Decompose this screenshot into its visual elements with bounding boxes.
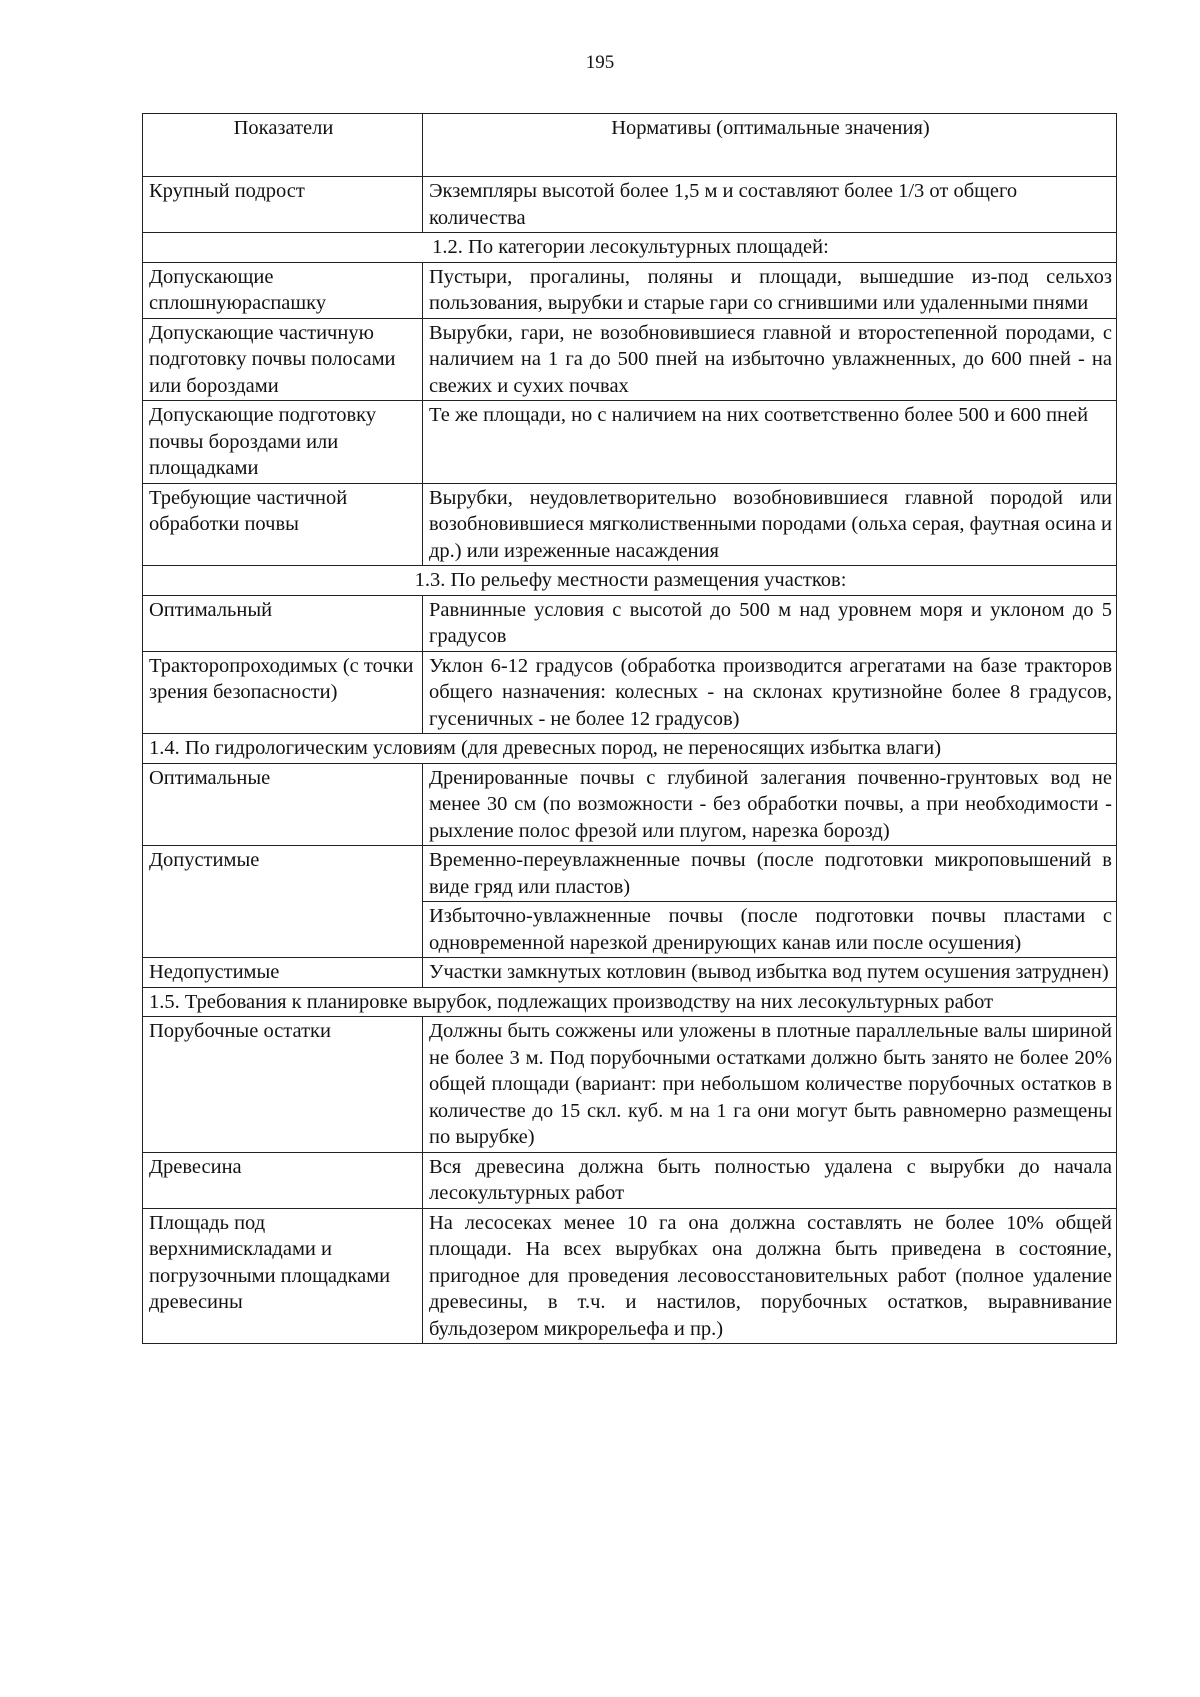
- table-header-row: [143, 114, 1117, 177]
- page-number: 195: [585, 52, 615, 73]
- norm-cell: На лесосеках менее 10 га она должна составлять не более 10% общей площади. На всех вырубках она должна быть приведена в состояние, пригодное для проведения лесовосстановительных работ (полное удаление древесины, в т.ч. и настилов, порубочных остатков, выравнивание бульдозером микрорельефа и пр.): [423, 1208, 1117, 1344]
- table-row: [143, 262, 1117, 318]
- table-row: [143, 595, 1117, 651]
- norm-cell: Равнинные условия с высотой до 500 м над уровнем моря и уклоном до 5 градусов: [423, 595, 1117, 651]
- indicator-cell: Требующие частичной обработки почвы: [143, 483, 423, 566]
- table-row: [143, 177, 1117, 233]
- indicator-cell: Допускающие подготовку почвы бороздами или площадками: [143, 401, 423, 484]
- section-row: [143, 566, 1117, 596]
- table-row: [143, 318, 1117, 401]
- indicator-cell: Крупный подрост: [143, 177, 423, 233]
- header-norms: Нормативы (оптимальные значения): [423, 114, 1117, 177]
- table-row: [143, 1152, 1117, 1208]
- norm-cell: Вся древесина должна быть полностью удалена с вырубки до начала лесокультурных работ: [423, 1152, 1117, 1208]
- norm-cell: Уклон 6-12 градусов (обработка производится агрегатами на базе тракторов общего назначения: колесных - на склонах крутизнойне более 8 градусов, гусеничных - не более 12 градусов): [423, 651, 1117, 734]
- indicator-cell: Оптимальные: [143, 763, 423, 846]
- norm-cell: Временно-переувлажненные почвы (после подготовки микроповышений в виде гряд или пластов): [423, 846, 1117, 902]
- norm-cell: Вырубки, гари, не возобновившиеся главной и второстепенной породами, с наличием на 1 га до 500 пней на избыточно увлажненных, до 600 пней - на свежих и сухих почвах: [423, 318, 1117, 401]
- norm-cell: Вырубки, неудовлетворительно возобновившиеся главной породой или возобновившиеся мягколиственными породами (ольха серая, фаутная осина и др.) или изреженные насаждения: [423, 483, 1117, 566]
- section-row: [143, 233, 1117, 263]
- table-row: [143, 958, 1117, 988]
- table-row: [143, 763, 1117, 846]
- indicator-cell: Тракторопроходимых (с точки зрения безопасности): [143, 651, 423, 734]
- norm-cell: Избыточно-увлажненные почвы (после подготовки почвы пластами с одновременной нарезкой дренирующих канав или после осушения): [423, 902, 1117, 958]
- table-row: [143, 483, 1117, 566]
- section-row: [143, 987, 1117, 1017]
- norm-cell: Дренированные почвы с глубиной залегания почвенно-грунтовых вод не менее 30 см (по возможности - без обработки почвы, а при необходимости - рыхление полос фрезой или плугом, нарезка борозд): [423, 763, 1117, 846]
- section-title-1-3: 1.3. По рельефу местности размещения участков:: [143, 566, 1117, 596]
- section-title-1-2: 1.2. По категории лесокультурных площадей:: [143, 233, 1117, 263]
- norm-cell: Участки замкнутых котловин (вывод избытка вод путем осушения затруднен): [423, 958, 1117, 988]
- indicator-cell: Древесина: [143, 1152, 423, 1208]
- norm-cell: Пустыри, прогалины, поляны и площади, вышедшие из-под сельхоз пользования, вырубки и старые гари со сгнившими или удаленными пнями: [423, 262, 1117, 318]
- section-title-1-4: 1.4. По гидрологическим условиям (для древесных пород, не переносящих избытка влаги): [143, 734, 1117, 764]
- indicator-cell: Допускающие сплошнуюраспашку: [143, 262, 423, 318]
- norms-table: [142, 113, 1117, 1344]
- table-row: [143, 1208, 1117, 1344]
- norm-cell: Те же площади, но с наличием на них соответственно более 500 и 600 пней: [423, 401, 1117, 484]
- indicator-cell: Оптимальный: [143, 595, 423, 651]
- indicator-cell: Площадь под верхнимискладами и погрузочными площадками древесины: [143, 1208, 423, 1344]
- table-row: [143, 401, 1117, 484]
- section-title-1-5: 1.5. Требования к планировке вырубок, подлежащих производству на них лесокультурных работ: [143, 987, 1117, 1017]
- indicator-cell: Недопустимые: [143, 958, 423, 988]
- table-row: [143, 846, 1117, 902]
- norm-cell: Экземпляры высотой более 1,5 м и составляют более 1/3 от общего количества: [423, 177, 1117, 233]
- indicator-cell: Допустимые: [143, 846, 423, 958]
- indicator-cell: Порубочные остатки: [143, 1017, 423, 1153]
- section-row: [143, 734, 1117, 764]
- norm-cell: Должны быть сожжены или уложены в плотные параллельные валы шириной не более 3 м. Под порубочными остатками должно быть занято не более 20% общей площади (вариант: при небольшом количестве порубочных остатков в количестве до 15 скл. куб. м на 1 га они могут быть равномерно размещены по вырубке): [423, 1017, 1117, 1153]
- table-row: [143, 1017, 1117, 1153]
- indicator-cell: Допускающие частичную подготовку почвы полосами или бороздами: [143, 318, 423, 401]
- header-indicators: Показатели: [143, 114, 423, 177]
- table-row: [143, 651, 1117, 734]
